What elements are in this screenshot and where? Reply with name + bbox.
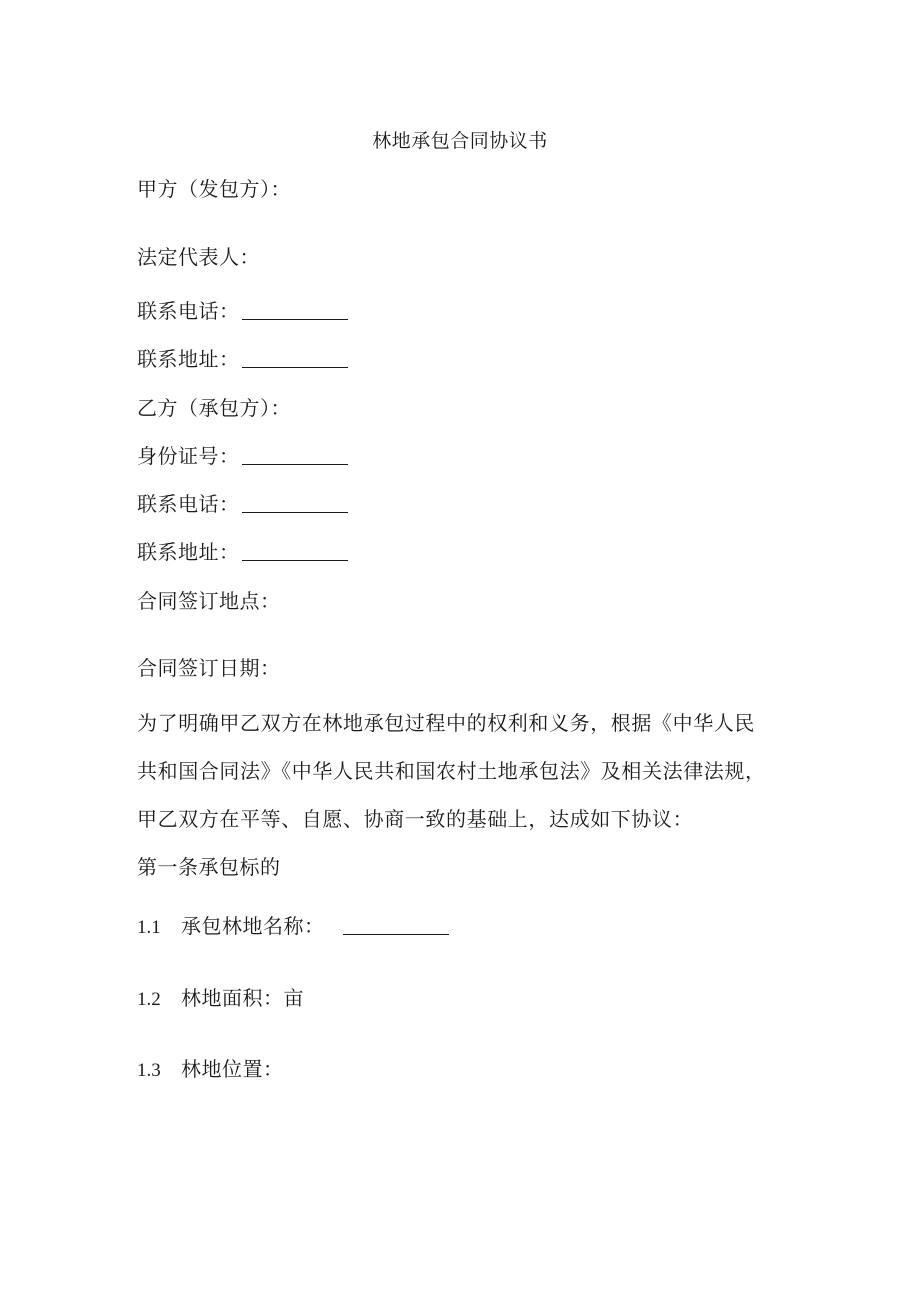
- party-b-id-row: [137, 442, 348, 470]
- party-a-address-row: [137, 345, 348, 373]
- item-number: 1.1: [137, 917, 161, 938]
- document-title: 林地承包合同协议书: [372, 130, 548, 152]
- preamble-line-2: 共和国合同法》《中华人民共和国农村土地承包法》及相关法律法规，: [137, 759, 766, 783]
- party-a-representative: 法定代表人：: [137, 245, 260, 269]
- party-b-address-label: 联系地址：: [137, 540, 240, 564]
- party-b-heading: 乙方（承包方）：: [137, 396, 291, 420]
- party-b-address-row: [137, 538, 348, 566]
- party-b-phone-blank: [242, 490, 348, 513]
- item-text: 承包林地名称：: [181, 914, 325, 938]
- preamble-line-3: 甲乙双方在平等、自愿、协商一致的基础上，达成如下协议：: [137, 807, 694, 831]
- forest-name-blank: [343, 912, 449, 935]
- article-1-heading: 第一条承包标的: [137, 855, 281, 879]
- article-1-item: [137, 1055, 284, 1085]
- party-a-phone-blank: [242, 297, 348, 320]
- party-a-address-label: 联系地址：: [137, 347, 240, 371]
- party-a-heading: 甲方（发包方）：: [137, 177, 291, 201]
- party-b-phone-row: [137, 490, 348, 518]
- item-text: 林地位置：: [181, 1057, 284, 1081]
- signing-place: 合同签订地点：: [137, 589, 281, 613]
- item-number: 1.2: [137, 989, 161, 1010]
- party-a-address-blank: [242, 345, 348, 368]
- article-1-item: [137, 984, 304, 1014]
- party-b-id-blank: [242, 442, 348, 465]
- article-1-item: [137, 912, 449, 942]
- item-text: 林地面积：亩: [181, 986, 304, 1010]
- party-b-phone-label: 联系电话：: [137, 492, 240, 516]
- party-a-phone-row: [137, 297, 348, 325]
- signing-date: 合同签订日期：: [137, 656, 281, 680]
- item-number: 1.3: [137, 1060, 161, 1081]
- party-b-id-label: 身份证号：: [137, 444, 240, 468]
- party-b-address-blank: [242, 538, 348, 561]
- party-a-phone-label: 联系电话：: [137, 299, 240, 323]
- preamble-line-1: 为了明确甲乙双方在林地承包过程中的权利和义务，根据《中华人民: [137, 711, 755, 735]
